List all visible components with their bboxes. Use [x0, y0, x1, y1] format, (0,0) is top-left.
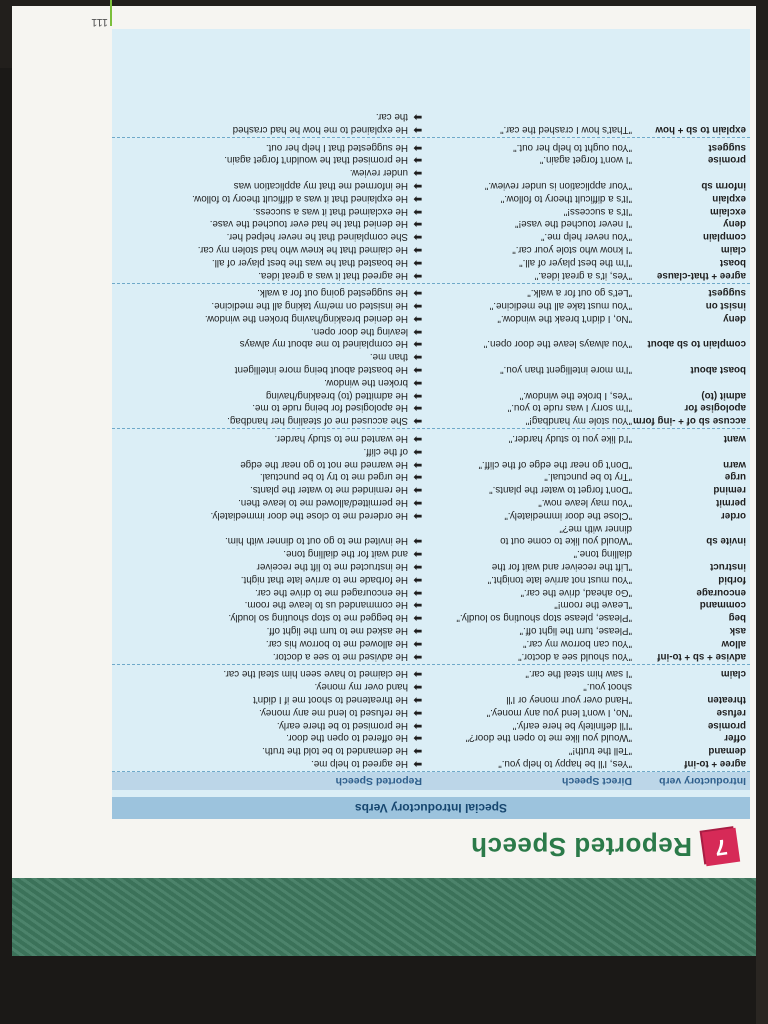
- reported-speech-cell: He agreed to help me.: [311, 758, 408, 769]
- reported-speech-cell: of the cliff.: [363, 445, 408, 457]
- arrow-icon: ➡: [413, 389, 422, 401]
- direct-speech-cell: "Tell the truth!": [568, 745, 632, 757]
- direct-speech-cell: [422, 375, 632, 388]
- reported-speech-cell: He explained that it was a difficult theory to follow.: [191, 192, 408, 204]
- arrow-icon: ➡: [413, 287, 422, 299]
- verb-cell: [632, 109, 750, 122]
- reported-speech-cell: He offered to open the door.: [286, 732, 408, 744]
- direct-speech-cell: "You always leave the door open.": [483, 338, 632, 350]
- arrow-icon: ➡: [413, 586, 422, 598]
- direct-speech-cell: "Leave the room!": [554, 599, 632, 611]
- verb-group: [112, 429, 750, 664]
- table-row: [112, 572, 750, 585]
- reported-speech-cell: and wait for the dialling tone.: [283, 548, 408, 560]
- reported-speech-cell: He allowed me to borrow his car.: [265, 637, 408, 649]
- direct-speech-cell: "I'm sorry I was rude to you.": [507, 402, 632, 414]
- table-row: [112, 298, 750, 311]
- reported-speech-cell: He begged me to stop shouting so loudly.: [228, 612, 408, 624]
- arrow-icon: ➡: [413, 415, 422, 427]
- verb-cell: remind: [713, 484, 746, 496]
- arrow-icon: ➡: [413, 205, 422, 217]
- direct-speech-cell: [422, 109, 632, 122]
- arrow-icon: ➡: [413, 218, 422, 230]
- arrow-icon: ➡: [413, 758, 422, 769]
- direct-speech-cell: "I'm more intelligent than you.": [500, 364, 632, 376]
- arrow-icon: ➡: [413, 167, 422, 179]
- table-row: [112, 229, 750, 242]
- arrow-icon: ➡: [413, 154, 422, 166]
- verb-group: [112, 284, 750, 430]
- header-reported: Reported Speech: [335, 775, 422, 787]
- reported-speech-cell: He suggested that I help her out.: [265, 141, 408, 153]
- verb-cell: agree + to-inf: [684, 758, 746, 769]
- reported-speech-cell: He complained to me about my always: [239, 338, 408, 350]
- verb-cell: explain: [712, 192, 746, 204]
- table-row: [112, 431, 750, 444]
- verb-cell: [632, 375, 750, 388]
- arrow-icon: ➡: [413, 497, 422, 509]
- reported-speech-cell: He claimed that he knew who had stolen my car.: [197, 243, 408, 255]
- verb-cell: boast: [719, 256, 746, 268]
- table-row: [112, 217, 750, 230]
- arrow-icon: ➡: [413, 694, 422, 706]
- table-row: [112, 178, 750, 191]
- reported-speech-cell: the car.: [375, 110, 408, 122]
- direct-speech-cell: "You ought to help her out.": [513, 141, 632, 153]
- decorative-banner: [12, 878, 756, 956]
- arrow-icon: ➡: [413, 351, 422, 363]
- direct-speech-cell: "You stole my handbag!": [525, 415, 632, 427]
- table-row: [112, 598, 750, 611]
- verb-cell: agree + that-clause: [656, 269, 746, 281]
- verb-cell: offer: [724, 732, 746, 744]
- reported-speech-cell: He warned me not to go near the edge: [240, 458, 408, 470]
- direct-speech-cell: "I saw him steal the car.": [525, 668, 632, 680]
- direct-speech-cell: "Lift the receiver and wait for the: [491, 561, 632, 573]
- table-row: [112, 636, 750, 649]
- verb-cell: want: [723, 433, 746, 445]
- direct-speech-cell: "That's how I crashed the car.": [500, 123, 632, 135]
- direct-speech-cell: [422, 165, 632, 178]
- verb-cell: suggest: [708, 287, 746, 299]
- verb-cell: deny: [723, 312, 746, 324]
- reported-speech-cell: under review.: [349, 167, 408, 179]
- reported-speech-cell: He promised to be there early.: [276, 719, 408, 731]
- verb-cell: suggest: [708, 141, 746, 153]
- arrow-icon: ➡: [413, 269, 422, 281]
- reported-speech-cell: He agreed that it was a great idea.: [258, 269, 408, 281]
- direct-speech-cell: "You may leave now.": [538, 497, 632, 509]
- margin-rule: [110, 0, 112, 26]
- table-row: [112, 508, 750, 521]
- header-verb: Introductory verb: [659, 775, 746, 787]
- verb-cell: [632, 324, 750, 337]
- arrow-icon: ➡: [413, 256, 422, 268]
- table-row: [112, 610, 750, 623]
- table-row: [112, 679, 750, 692]
- arrow-icon: ➡: [413, 445, 422, 457]
- arrow-icon: [408, 521, 422, 534]
- table-row: [112, 731, 750, 744]
- direct-speech-cell: shoot you.": [583, 681, 632, 693]
- verb-cell: advise + sb + to-inf: [657, 650, 746, 662]
- arrow-icon: ➡: [413, 561, 422, 573]
- arrow-icon: ➡: [413, 681, 422, 693]
- verb-cell: beg: [728, 612, 746, 624]
- arrow-icon: ➡: [413, 110, 422, 122]
- reported-speech-cell: He instructed me to lift the receiver: [256, 561, 408, 573]
- table-row: [112, 457, 750, 470]
- reported-speech-cell: broken the window.: [324, 376, 408, 388]
- verb-cell: instruct: [710, 561, 746, 573]
- verb-cell: warn: [723, 458, 746, 470]
- table-row: [112, 495, 750, 508]
- arrow-icon: ➡: [413, 612, 422, 624]
- reported-speech-cell: He urged me to try to be punctual.: [259, 471, 408, 483]
- verb-cell: promise: [707, 719, 746, 731]
- table-row: [112, 470, 750, 483]
- table-row: [112, 122, 750, 135]
- verb-cell: encourage: [696, 586, 746, 598]
- direct-speech-cell: "Go ahead, drive the car.": [520, 586, 632, 598]
- direct-speech-cell: "I'm the best player of all.": [519, 256, 632, 268]
- verb-cell: explain to sb + how: [655, 123, 746, 135]
- table-body: [112, 107, 750, 772]
- reported-speech-cell: He denied breaking/having broken the window.: [204, 312, 408, 324]
- verb-cell: complain: [702, 231, 746, 243]
- reported-speech-cell: He boasted about being more intelligent: [234, 364, 408, 376]
- verb-cell: deny: [723, 218, 746, 230]
- table-row: [112, 692, 750, 705]
- table-row: [112, 756, 750, 769]
- verb-cell: complain to sb about: [647, 338, 746, 350]
- reported-speech-cell: [112, 521, 408, 534]
- table-row: [112, 401, 750, 414]
- direct-speech-cell: "Would you like to come out to: [500, 535, 632, 547]
- reported-speech-cell: He advised me to see a doctor.: [272, 650, 408, 662]
- arrow-icon: ➡: [413, 599, 422, 611]
- reported-speech-cell: He refused to lend me any money.: [258, 706, 408, 718]
- arrow-icon: ➡: [413, 719, 422, 731]
- table-row: [112, 362, 750, 375]
- table-row: [112, 585, 750, 598]
- arrow-icon: ➡: [413, 471, 422, 483]
- table-row: [112, 413, 750, 426]
- reported-speech-cell: He reminded me to water the plants.: [250, 484, 408, 496]
- table-row: [112, 191, 750, 204]
- arrow-icon: ➡: [413, 484, 422, 496]
- verb-cell: promise: [707, 154, 746, 166]
- reported-speech-cell: He promised that he wouldn't forget again.: [224, 154, 408, 166]
- direct-speech-cell: "You must not arrive late tonight.": [487, 573, 632, 585]
- verb-cell: urge: [724, 471, 746, 483]
- reported-speech-cell: He admitted (to) breaking/having: [265, 389, 408, 401]
- reported-speech-cell: He forbade me to arrive late that night.: [240, 573, 408, 585]
- reported-speech-cell: She accused me of stealing her handbag.: [227, 415, 408, 427]
- arrow-icon: ➡: [413, 402, 422, 414]
- reported-speech-cell: He demanded to be told the truth.: [262, 745, 408, 757]
- arrow-icon: ➡: [413, 668, 422, 680]
- reported-speech-cell: He commanded us to leave the room.: [244, 599, 408, 611]
- arrow-icon: ➡: [413, 706, 422, 718]
- direct-speech-cell: "No, I won't lend you any money.": [486, 706, 632, 718]
- table-row: [112, 204, 750, 217]
- arrow-icon: ➡: [413, 338, 422, 350]
- reported-speech-cell: He claimed to have seen him steal the car.: [223, 668, 408, 680]
- table-row: [112, 375, 750, 388]
- arrow-icon: ➡: [413, 376, 422, 388]
- direct-speech-cell: "I know who stole your car.": [512, 243, 632, 255]
- verb-cell: command: [699, 599, 746, 611]
- reported-speech-cell: She complained that he never helped her.: [226, 231, 408, 243]
- direct-speech-cell: "Close the door immediately.": [504, 509, 632, 521]
- table-row: [112, 153, 750, 166]
- direct-speech-cell: "Please, please stop shouting so loudly.": [456, 612, 632, 624]
- direct-speech-cell: "Try to be punctual.": [544, 471, 632, 483]
- table-row: [112, 667, 750, 680]
- verb-cell: claim: [720, 243, 746, 255]
- arrow-icon: ➡: [413, 625, 422, 637]
- table-row: [112, 559, 750, 572]
- direct-speech-cell: "You can borrow my car.": [523, 637, 632, 649]
- verb-cell: exclaim: [710, 205, 746, 217]
- verb-cell: boast about: [690, 364, 746, 376]
- arrow-icon: ➡: [413, 433, 422, 445]
- reported-speech-cell: He boasted that he was the best player of all.: [211, 256, 408, 268]
- direct-speech-cell: "I never touched the vase!": [515, 218, 632, 230]
- verb-cell: order: [720, 509, 746, 521]
- verb-cell: claim: [720, 668, 746, 680]
- verb-cell: threaten: [707, 694, 746, 706]
- reported-speech-cell: He asked me to turn the light off.: [266, 625, 408, 637]
- verb-group: [112, 138, 750, 284]
- table-title: Special Introductory Verbs: [112, 797, 750, 819]
- reported-speech-cell: He encouraged me to drive the car.: [254, 586, 408, 598]
- verb-cell: [632, 444, 750, 457]
- page-number: 111: [91, 16, 108, 28]
- table-row: [112, 743, 750, 756]
- table-row: [112, 521, 750, 534]
- direct-speech-cell: "I won't forget again.": [539, 154, 632, 166]
- reported-speech-cell: He insisted on me/my taking all the medicine.: [211, 300, 408, 312]
- table-row: [112, 324, 750, 337]
- arrow-icon: ➡: [413, 745, 422, 757]
- direct-speech-cell: "Please, turn the light off.": [519, 625, 632, 637]
- direct-speech-cell: "Your application is under review.": [484, 179, 632, 191]
- direct-speech-cell: "You should see a doctor.": [518, 650, 632, 662]
- direct-speech-cell: "No, I didn't break the window.": [497, 312, 632, 324]
- verb-cell: allow: [721, 637, 746, 649]
- direct-speech-cell: "Yes, I broke the window.": [519, 389, 632, 401]
- arrow-icon: ➡: [413, 300, 422, 312]
- table-row: [112, 311, 750, 324]
- direct-speech-cell: "It's a success!": [563, 205, 632, 217]
- verb-cell: apologise for: [684, 402, 746, 414]
- direct-speech-cell: "You never help me.": [540, 231, 632, 243]
- verb-cell: refuse: [716, 706, 746, 718]
- arrow-icon: ➡: [413, 179, 422, 191]
- reported-speech-cell: He exclaimed that it was a success.: [252, 205, 408, 217]
- direct-speech-cell: "It's a difficult theory to follow.": [500, 192, 632, 204]
- arrow-icon: ➡: [413, 192, 422, 204]
- direct-speech-cell: "Hand over your money or I'll: [506, 694, 632, 706]
- arrow-icon: ➡: [413, 548, 422, 560]
- verb-cell: insist on: [705, 300, 746, 312]
- section-title: Reported Speech: [470, 832, 692, 863]
- verb-cell: [632, 350, 750, 363]
- reported-speech-cell: He threatened to shoot me if I didn't: [253, 694, 408, 706]
- verb-cell: forbid: [718, 573, 746, 585]
- arrow-icon: ➡: [413, 325, 422, 337]
- direct-speech-cell: [422, 444, 632, 457]
- table-row: [112, 482, 750, 495]
- verb-cell: accuse sb of + -ing form: [633, 415, 746, 427]
- verbs-table-panel: [112, 29, 750, 819]
- arrow-icon: ➡: [413, 573, 422, 585]
- table-row: [112, 140, 750, 153]
- arrow-icon: ➡: [413, 732, 422, 744]
- table-row: [112, 546, 750, 559]
- table-row: [112, 444, 750, 457]
- table-row: [112, 109, 750, 122]
- table-row: [112, 255, 750, 268]
- verb-cell: [632, 546, 750, 559]
- direct-speech-cell: "Would you like me to open the door?": [465, 732, 632, 744]
- arrow-icon: ➡: [413, 312, 422, 324]
- table-row: [112, 337, 750, 350]
- direct-speech-cell: "Yes, I'll be happy to help you.": [498, 758, 632, 769]
- table-row: [112, 286, 750, 299]
- table-row: [112, 165, 750, 178]
- direct-speech-cell: "You must take all the medicine.": [489, 300, 632, 312]
- direct-speech-cell: "Yes, it's a great idea.": [534, 269, 632, 281]
- direct-speech-cell: "Don't go near the edge of the cliff.": [478, 458, 632, 470]
- reported-speech-cell: He permitted/allowed me to leave then.: [238, 497, 408, 509]
- arrow-icon: ➡: [413, 458, 422, 470]
- verb-group: [112, 665, 750, 772]
- table-row: [112, 623, 750, 636]
- table-row: [112, 705, 750, 718]
- verb-cell: [632, 521, 750, 534]
- verb-cell: inform sb: [701, 179, 746, 191]
- arrow-icon: ➡: [413, 535, 422, 547]
- arrow-icon: ➡: [413, 123, 422, 135]
- arrow-icon: ➡: [413, 650, 422, 662]
- arrow-icon: ➡: [413, 231, 422, 243]
- table-row: [112, 242, 750, 255]
- header-direct: Direct Speech: [561, 775, 632, 787]
- direct-speech-cell: [422, 324, 632, 337]
- verb-cell: invite sb: [706, 535, 746, 547]
- table-row: [112, 268, 750, 281]
- direct-speech-cell: "I'd like you to study harder.": [508, 433, 632, 445]
- reported-speech-cell: hand over my money.: [314, 681, 408, 693]
- reported-speech-cell: He denied that he had ever touched the vase.: [209, 218, 408, 230]
- reported-speech-cell: He wanted me to study harder.: [274, 433, 408, 445]
- reported-speech-cell: He explained to me how he had crashed: [232, 123, 408, 135]
- arrow-icon: ➡: [413, 364, 422, 376]
- reported-speech-cell: He informed me that my application was: [233, 179, 408, 191]
- direct-speech-cell: "Let's go out for a walk.": [527, 287, 632, 299]
- reported-speech-cell: leaving the door open.: [311, 325, 408, 337]
- verb-cell: demand: [708, 745, 746, 757]
- section-number-badge: 7: [702, 828, 740, 866]
- verb-cell: admit (to): [701, 389, 746, 401]
- direct-speech-cell: dinner with me?": [559, 522, 632, 534]
- arrow-icon: ➡: [413, 509, 422, 521]
- direct-speech-cell: [422, 350, 632, 363]
- verb-cell: ask: [729, 625, 746, 637]
- direct-speech-cell: "I'll definitely be here early.": [512, 719, 632, 731]
- reported-speech-cell: He invited me to go out to dinner with him.: [225, 535, 408, 547]
- reported-speech-cell: than me.: [369, 351, 408, 363]
- table-row: [112, 350, 750, 363]
- direct-speech-cell: "Don't forget to water the plants.": [489, 484, 632, 496]
- reported-speech-cell: He ordered me to close the door immediately.: [210, 509, 408, 521]
- table-row: [112, 718, 750, 731]
- book-page: [12, 6, 756, 956]
- arrow-icon: ➡: [413, 243, 422, 255]
- table-row: [112, 649, 750, 662]
- arrow-icon: ➡: [413, 637, 422, 649]
- section-heading: [471, 830, 756, 864]
- verb-cell: [632, 165, 750, 178]
- verb-cell: permit: [716, 497, 746, 509]
- table-row: [112, 388, 750, 401]
- table-header: [112, 772, 750, 790]
- verb-cell: [632, 679, 750, 692]
- verb-group: [112, 107, 750, 138]
- arrow-icon: ➡: [413, 141, 422, 153]
- table-row: [112, 534, 750, 547]
- direct-speech-cell: dialling tone.": [573, 548, 632, 560]
- reported-speech-cell: He apologised for being rude to me.: [252, 402, 408, 414]
- reported-speech-cell: He suggested going out for a walk.: [257, 287, 408, 299]
